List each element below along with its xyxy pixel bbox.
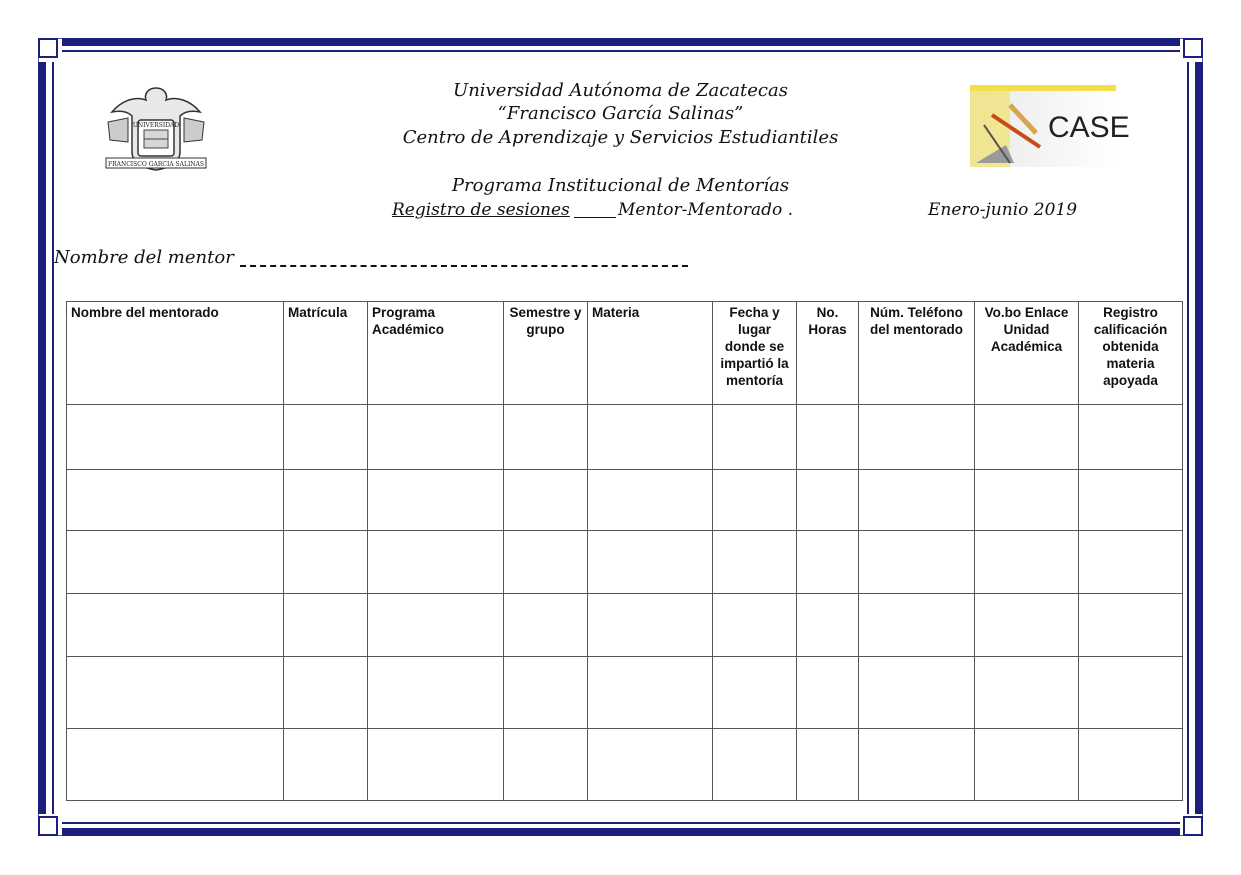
table-cell[interactable] (284, 531, 368, 594)
table-cell[interactable] (588, 657, 713, 729)
table-cell[interactable] (975, 729, 1079, 801)
frame-corner (38, 816, 58, 836)
table-cell[interactable] (975, 470, 1079, 531)
mentor-name-field[interactable] (240, 265, 688, 267)
col-header-semester: Semestre y grupo (504, 302, 588, 405)
table-cell[interactable] (368, 531, 504, 594)
table-cell[interactable] (1079, 657, 1183, 729)
col-header-grade: Registro calificación obtenida materia apoyada (1079, 302, 1183, 405)
frame-top-bar (62, 38, 1180, 46)
table-cell[interactable] (368, 657, 504, 729)
table-cell[interactable] (368, 470, 504, 531)
table-cell[interactable] (975, 594, 1079, 657)
table-cell[interactable] (797, 405, 859, 470)
table-cell[interactable] (284, 405, 368, 470)
table-cell[interactable] (1079, 594, 1183, 657)
col-header-hours: No. Horas (797, 302, 859, 405)
table-cell[interactable] (67, 470, 284, 531)
table-cell[interactable] (588, 470, 713, 531)
relation-label: Mentor-Mentorado . (618, 200, 794, 220)
table-cell[interactable] (859, 729, 975, 801)
table-cell[interactable] (797, 729, 859, 801)
table-cell[interactable] (713, 729, 797, 801)
col-header-approval: Vo.bo Enlace Unidad Académica (975, 302, 1079, 405)
frame-corner (1183, 38, 1203, 58)
table-cell[interactable] (368, 405, 504, 470)
col-header-phone: Núm. Teléfono del mentorado (859, 302, 975, 405)
table-cell[interactable] (284, 470, 368, 531)
table-cell[interactable] (797, 657, 859, 729)
svg-text:CASE: CASE (1048, 111, 1130, 144)
frame-top-line (62, 50, 1180, 52)
table-cell[interactable] (1079, 405, 1183, 470)
frame-bottom-line (62, 822, 1180, 824)
table-cell[interactable] (975, 405, 1079, 470)
col-header-mentee-name: Nombre del mentorado (67, 302, 284, 405)
table-cell[interactable] (588, 405, 713, 470)
col-header-program: Programa Académico (368, 302, 504, 405)
register-underline (574, 217, 616, 218)
table-header-row (67, 302, 1183, 405)
frame-bottom-bar (62, 828, 1180, 836)
frame-corner (38, 38, 58, 58)
table-cell[interactable] (713, 594, 797, 657)
col-header-date-place: Fecha y lugar donde se impartió la mentoría (713, 302, 797, 405)
table-cell[interactable] (797, 470, 859, 531)
table-cell[interactable] (975, 531, 1079, 594)
table-cell[interactable] (67, 657, 284, 729)
svg-text:UNIVERSIDAD: UNIVERSIDAD (132, 122, 180, 129)
table-row (67, 531, 1183, 594)
table-cell[interactable] (713, 405, 797, 470)
table-cell[interactable] (67, 594, 284, 657)
center-name: Centro de Aprendizaje y Servicios Estudiantiles (402, 127, 839, 148)
table-cell[interactable] (1079, 531, 1183, 594)
table-cell[interactable] (1079, 470, 1183, 531)
table-cell[interactable] (797, 531, 859, 594)
table-cell[interactable] (588, 594, 713, 657)
table-cell[interactable] (713, 470, 797, 531)
table-cell[interactable] (859, 470, 975, 531)
col-header-subject: Materia (588, 302, 713, 405)
table-cell[interactable] (67, 729, 284, 801)
col-header-id: Matrícula (284, 302, 368, 405)
table-cell[interactable] (859, 594, 975, 657)
table-cell[interactable] (504, 531, 588, 594)
frame-corner (1183, 816, 1203, 836)
table-row (67, 470, 1183, 531)
table-cell[interactable] (284, 729, 368, 801)
table-cell[interactable] (504, 657, 588, 729)
table-cell[interactable] (797, 594, 859, 657)
table-cell[interactable] (368, 729, 504, 801)
table-cell[interactable] (504, 470, 588, 531)
register-label: Registro de sesiones (392, 200, 570, 220)
table-row (67, 405, 1183, 470)
table-cell[interactable] (504, 405, 588, 470)
table-cell[interactable] (713, 657, 797, 729)
table-cell[interactable] (588, 531, 713, 594)
table-row (67, 594, 1183, 657)
program-title: Programa Institucional de Mentorías (451, 175, 790, 196)
table-cell[interactable] (504, 729, 588, 801)
sessions-table (66, 301, 1183, 801)
table-cell[interactable] (1079, 729, 1183, 801)
university-name: Universidad Autónoma de Zacatecas (453, 80, 788, 101)
table-cell[interactable] (713, 531, 797, 594)
founder-name: “Francisco García Salinas” (497, 103, 744, 124)
table-cell[interactable] (284, 657, 368, 729)
table-cell[interactable] (859, 657, 975, 729)
table-cell[interactable] (975, 657, 1079, 729)
table-cell[interactable] (67, 531, 284, 594)
table-cell[interactable] (67, 405, 284, 470)
table-cell[interactable] (368, 594, 504, 657)
table-cell[interactable] (284, 594, 368, 657)
table-row (67, 729, 1183, 801)
table-cell[interactable] (504, 594, 588, 657)
table-cell[interactable] (859, 531, 975, 594)
table-cell[interactable] (588, 729, 713, 801)
svg-text:FRANCISCO GARCIA SALINAS: FRANCISCO GARCIA SALINAS (107, 161, 205, 168)
mentor-name-label: Nombre del mentor (54, 247, 234, 268)
table-row (67, 657, 1183, 729)
period-label: Enero-junio 2019 (928, 200, 1078, 220)
table-cell[interactable] (859, 405, 975, 470)
